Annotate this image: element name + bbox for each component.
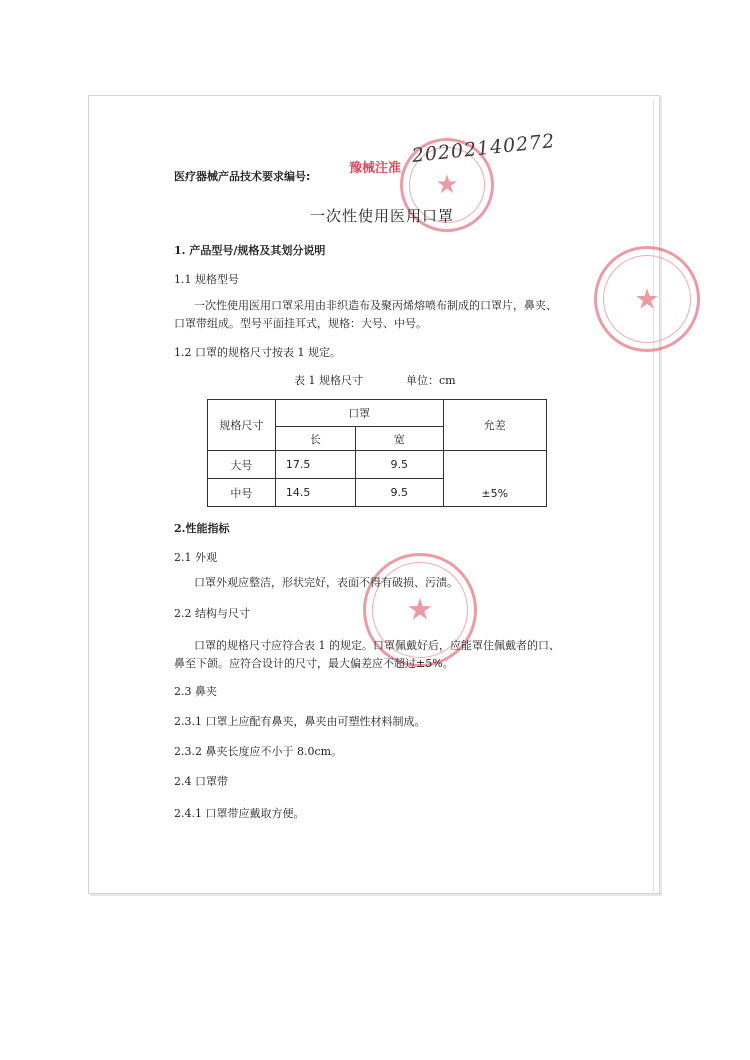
section-2-2-text-line1: 口罩的规格尺寸应符合表 1 的规定。口罩佩戴好后，应能罩住佩戴者的口、 <box>194 639 560 652</box>
section-1-1-text-line1: 一次性使用医用口罩采用由非织造布及聚丙烯熔喷布制成的口罩片，鼻夹、 <box>194 299 557 312</box>
row-large-length: 17.5 <box>275 451 355 479</box>
section-2-1-heading: 2.1 外观 <box>174 551 217 564</box>
document-title: 一次性使用医用口罩 <box>310 207 455 225</box>
section-2-3-1-text: 2.3.1 口罩上应配有鼻夹，鼻夹由可塑性材料制成。 <box>174 715 426 728</box>
row-medium-width: 9.5 <box>355 479 443 507</box>
table-caption: 表 1 规格尺寸 <box>294 374 363 387</box>
section-2-4-1-text: 2.4.1 口罩带应戴取方便。 <box>174 807 305 820</box>
section-2-4-heading: 2.4 口罩带 <box>174 775 228 788</box>
header-length: 长 <box>275 427 355 451</box>
section-1-heading: 1. 产品型号/规格及其划分说明 <box>174 244 326 257</box>
registration-label: 豫械注准 <box>349 161 402 176</box>
row-large-name: 大号 <box>208 451 276 479</box>
header-tolerance: 允差 <box>443 400 546 451</box>
row-medium-length: 14.5 <box>275 479 355 507</box>
tolerance-value: ±5% <box>443 451 546 507</box>
section-2-1-text: 口罩外观应整洁，形状完好，表面不得有破损、污渍。 <box>194 576 458 589</box>
row-medium-name: 中号 <box>208 479 276 507</box>
registration-number: 20202140272 <box>410 130 557 167</box>
section-2-heading: 2.性能指标 <box>174 522 230 535</box>
header-spec: 规格尺寸 <box>208 400 276 451</box>
section-1-1-text-line2: 口罩带组成。型号平面挂耳式，规格：大号、中号。 <box>174 317 427 330</box>
header-width: 宽 <box>355 427 443 451</box>
page-edge <box>653 100 661 892</box>
section-2-3-heading: 2.3 鼻夹 <box>174 685 217 698</box>
spec-table <box>207 399 547 507</box>
section-2-3-2-text: 2.3.2 鼻夹长度应不小于 8.0cm。 <box>174 745 343 758</box>
section-2-2-heading: 2.2 结构与尺寸 <box>174 607 250 620</box>
product-code-label: 医疗器械产品技术要求编号: <box>174 170 311 183</box>
table-unit: 单位：cm <box>406 374 456 387</box>
table-row <box>208 451 547 479</box>
section-1-2-heading: 1.2 口罩的规格尺寸按表 1 规定。 <box>174 346 341 359</box>
section-2-2-text-line2: 鼻至下颌。应符合设计的尺寸，最大偏差应不超过±5%。 <box>174 657 454 670</box>
company-seal: ★ <box>363 553 477 667</box>
official-seal-top: ★ <box>400 138 494 232</box>
official-seal-right: ★ <box>594 246 700 352</box>
row-large-width: 9.5 <box>355 451 443 479</box>
section-1-1-heading: 1.1 规格型号 <box>174 273 239 286</box>
header-mask: 口罩 <box>275 400 443 427</box>
